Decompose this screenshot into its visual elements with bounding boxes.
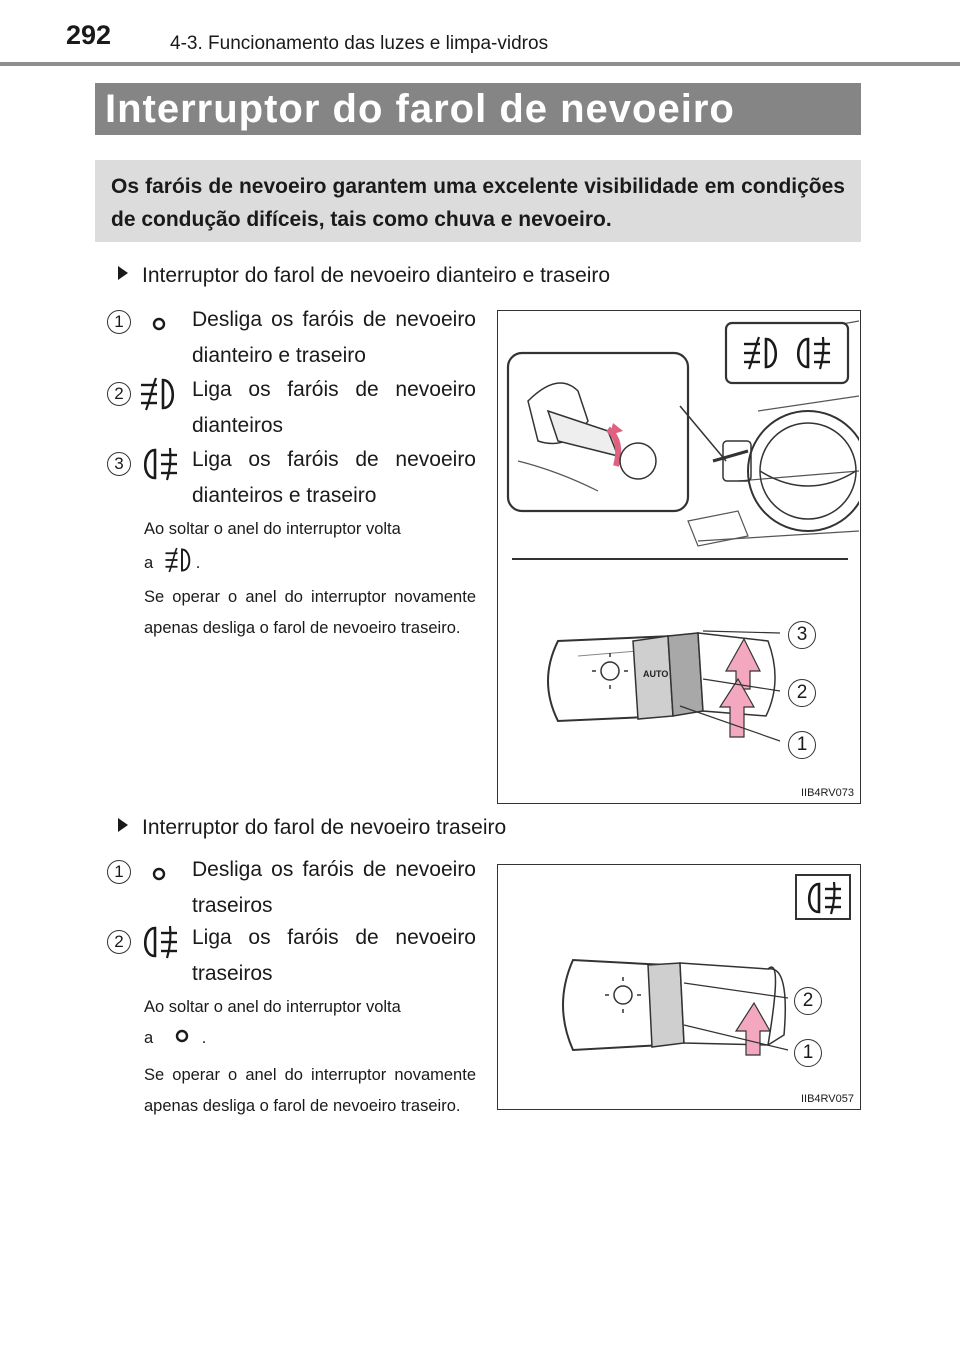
figure-rear-fog-switch	[497, 864, 861, 1110]
item-number: 1	[107, 310, 131, 334]
off-icon	[170, 1026, 194, 1046]
off-icon	[149, 864, 169, 884]
switch-illustration	[498, 311, 859, 802]
callout-2: 2	[788, 679, 816, 707]
callout-3: 3	[788, 621, 816, 649]
item-text: Liga os faróis de nevoeiro dianteiros e traseiro	[192, 448, 476, 507]
item-number: 1	[107, 860, 131, 884]
triangle-bullet-icon	[118, 266, 128, 280]
figure-code: IIB4RV073	[800, 787, 854, 799]
item-text: Liga os faróis de nevoeiro traseiros	[192, 926, 476, 985]
note-return: Ao soltar o anel do interruptor volta a .	[144, 998, 401, 1047]
chapter-title: 4-3. Funcionamento das luzes e limpa-vidros	[170, 33, 549, 54]
rear-fog-icon	[137, 444, 181, 484]
section1-heading: Interruptor do farol de nevoeiro dianteiro e traseiro	[118, 264, 610, 288]
callout-1: 1	[794, 1039, 822, 1067]
callout-2: 2	[794, 987, 822, 1015]
item-text: Desliga os faróis de nevoeiro dianteiro e traseiro	[192, 308, 476, 367]
figure-combination-switch	[497, 310, 861, 804]
item-number: 2	[107, 930, 131, 954]
note-return: Ao soltar o anel do interruptor volta a .	[144, 514, 476, 579]
page-number: 292	[66, 20, 112, 50]
figure-code: IIB4RV057	[800, 1093, 854, 1105]
item-number: 3	[107, 452, 131, 476]
off-icon	[149, 314, 169, 334]
item-text: Desliga os faróis de nevoeiro traseiros	[192, 858, 476, 917]
rear-fog-icon	[137, 922, 181, 962]
page-header	[0, 0, 960, 66]
note-text: Se operar o anel do interruptor novamente apenas desliga o farol de nevoeiro traseiro.	[144, 588, 476, 637]
note-text: Se operar o anel do interruptor novamente apenas desliga o farol de nevoeiro traseiro.	[144, 1066, 476, 1115]
intro-box: Os faróis de nevoeiro garantem uma excelente visibilidade em condições de condução difíceis, tais como chuva e nevoeiro.	[95, 160, 861, 242]
callout-1: 1	[788, 731, 816, 759]
triangle-bullet-icon	[118, 818, 128, 832]
auto-label: AUTO	[643, 669, 669, 679]
section2-heading: Interruptor do farol de nevoeiro traseiro	[118, 816, 506, 840]
front-fog-icon	[162, 545, 196, 575]
front-fog-icon	[137, 374, 181, 414]
header-divider	[0, 62, 960, 66]
item-number: 2	[107, 382, 131, 406]
page-title: Interruptor do farol de nevoeiro	[95, 83, 861, 135]
item-text: Liga os faróis de nevoeiro dianteiros	[192, 378, 476, 437]
